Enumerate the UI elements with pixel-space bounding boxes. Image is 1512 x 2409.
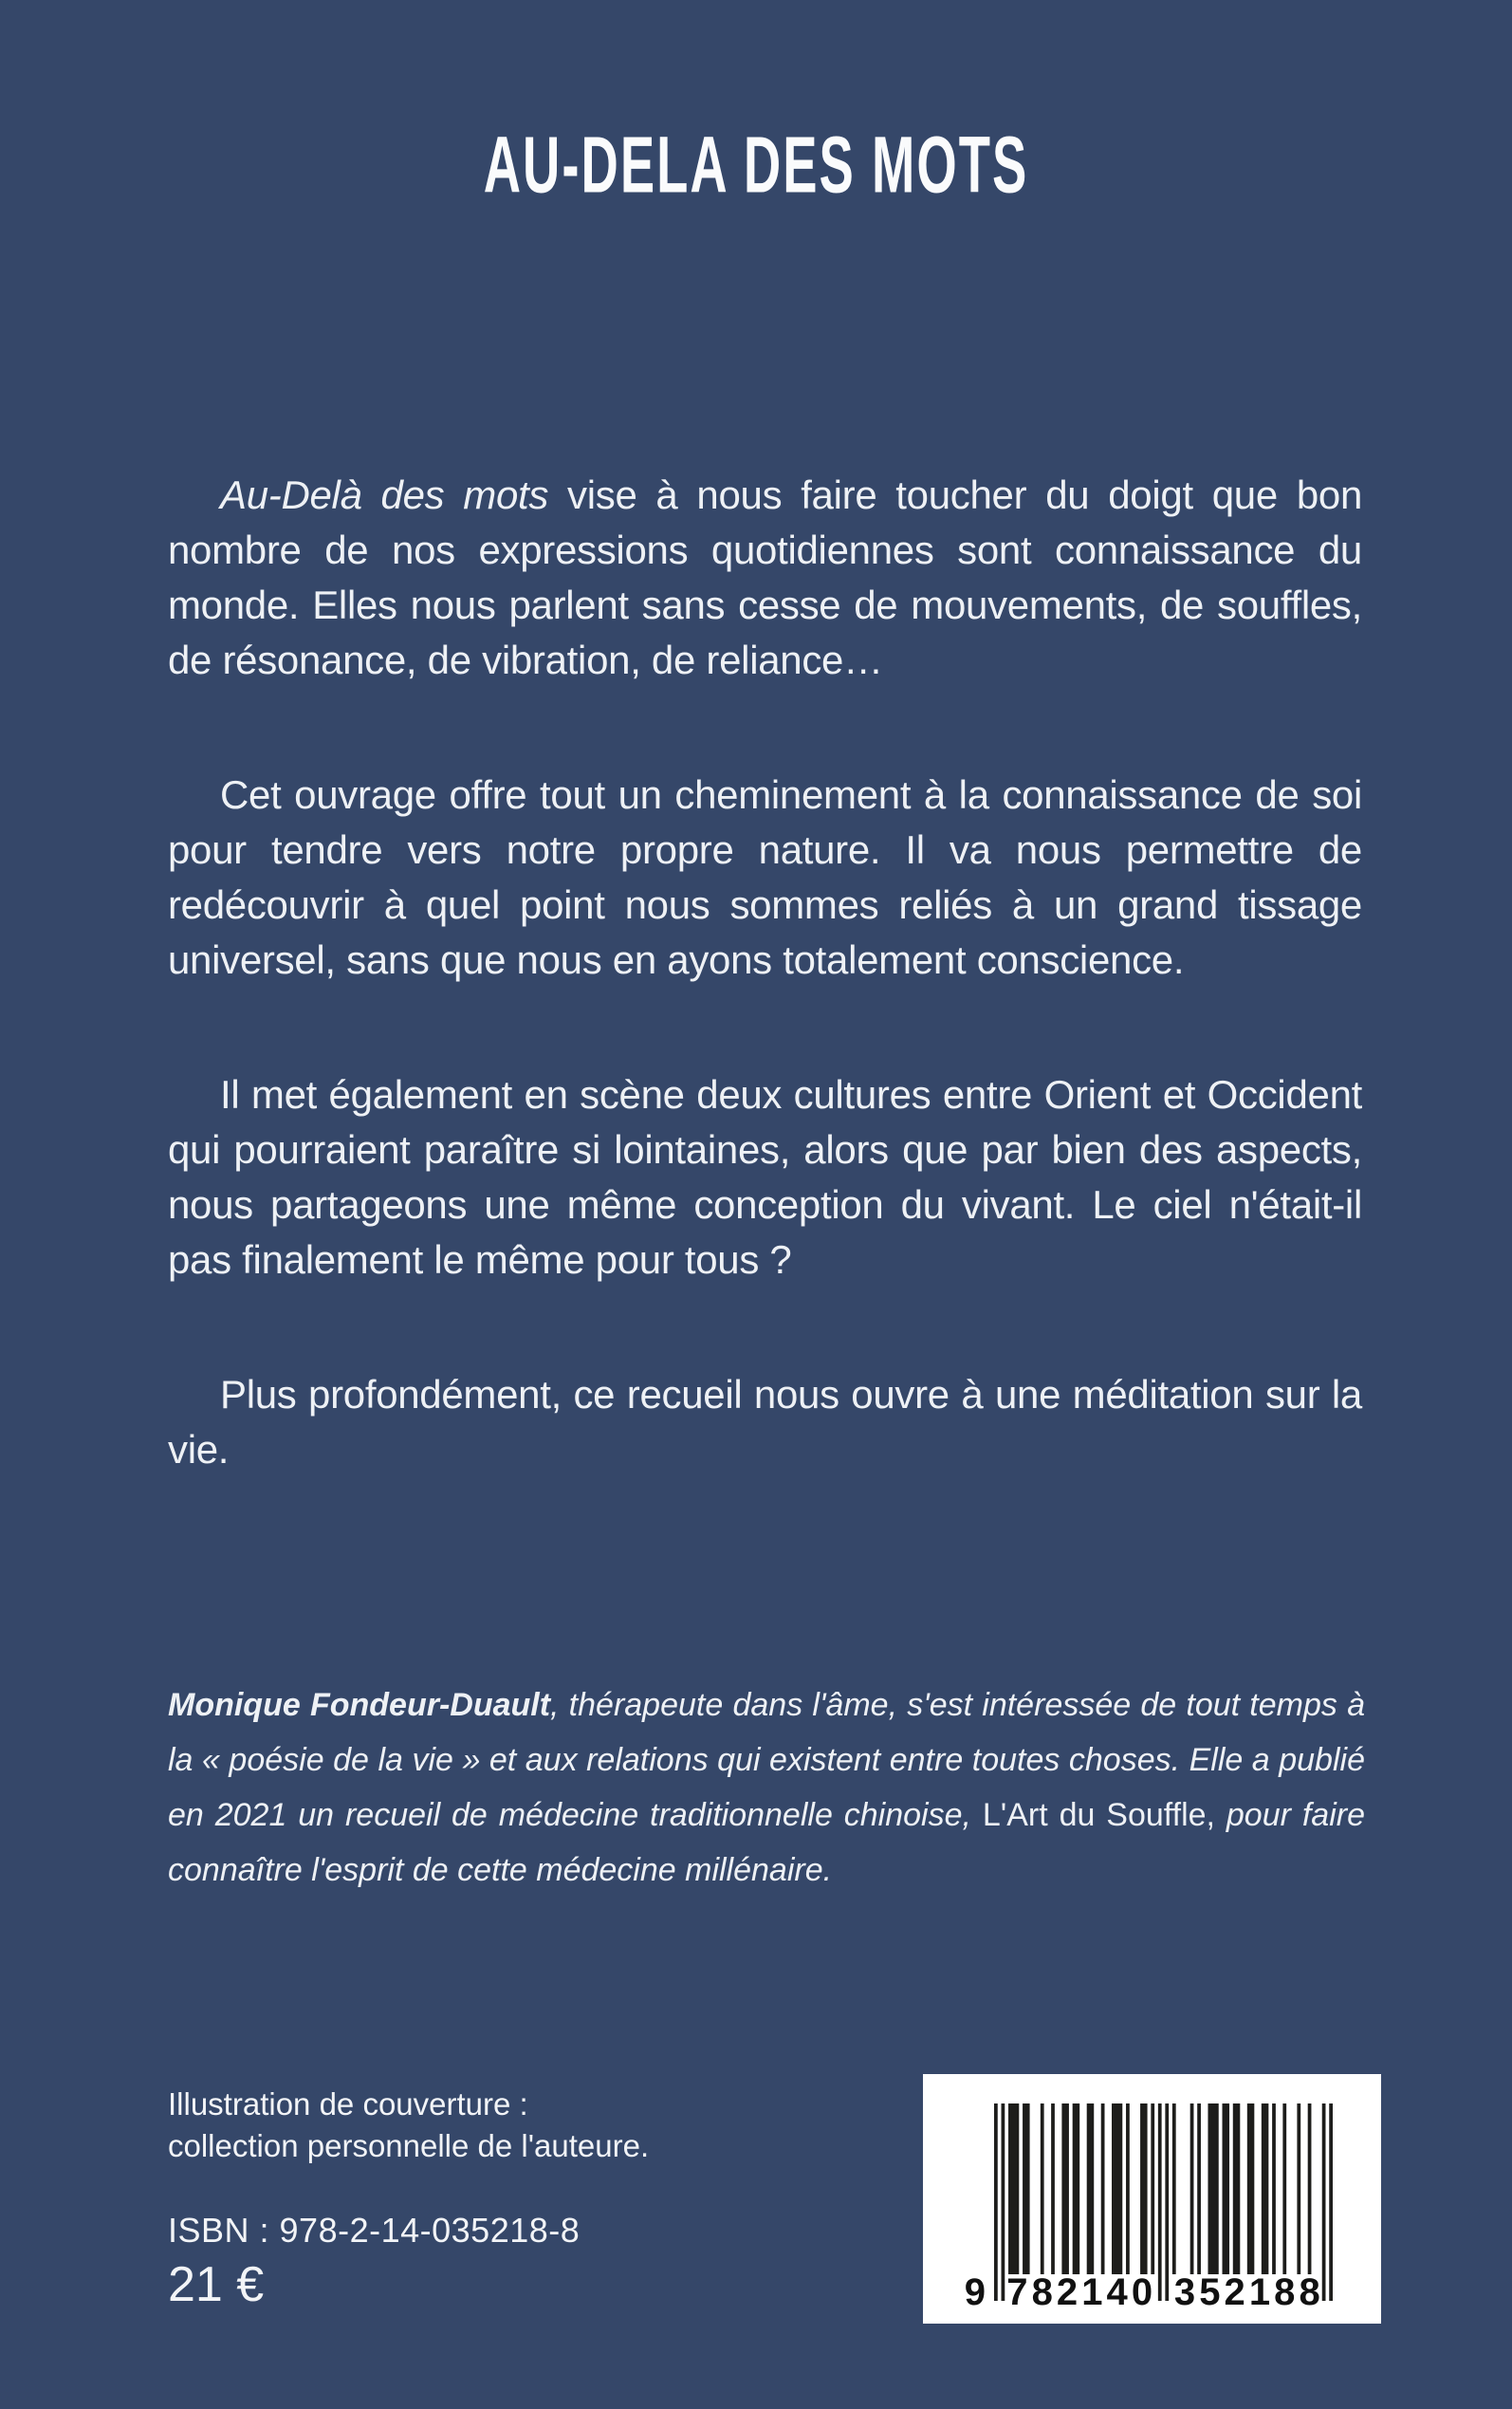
svg-text:8: 8 — [1299, 2271, 1320, 2313]
svg-text:1: 1 — [1248, 2271, 1271, 2313]
synopsis-paragraph-1 — [168, 468, 1362, 688]
previous-book-title: L'Art du Souffle, — [982, 1797, 1215, 1833]
svg-text:5: 5 — [1199, 2271, 1221, 2313]
book-title: AU-DELA DES MOTS — [483, 120, 1029, 210]
synopsis-paragraph-1-text: vise à nous faire toucher du doigt que bon nombre de nos expressions quotidiennes sont connaissance du monde. Elles nous parlent sans cesse de mouvements, de souffles, de résonance, de vibration, de reliance… — [168, 473, 1362, 682]
synopsis-paragraph-4: Plus profondément, ce recueil nous ouvre à une méditation sur la vie. — [168, 1372, 1362, 1472]
illustration-credit — [168, 2084, 649, 2167]
barcode-image — [923, 2074, 1381, 2324]
price-label: 21 € — [168, 2257, 265, 2312]
svg-text:0: 0 — [1131, 2271, 1153, 2313]
illustration-credit-line-2: collection personnelle de l'auteure. — [168, 2128, 650, 2163]
svg-text:3: 3 — [1173, 2271, 1196, 2313]
synopsis — [168, 468, 1362, 1477]
author-name: Monique Fondeur-Duault — [168, 1687, 551, 1723]
isbn-label: ISBN : 978-2-14-035218-8 — [168, 2211, 581, 2250]
svg-text:9: 9 — [964, 2271, 986, 2313]
author-bio-text-2: pour faire connaître l'esprit de cette médecine millénaire. — [168, 1797, 1365, 1888]
barcode — [923, 2074, 1381, 2324]
synopsis-paragraph-3: Il met également en scène deux cultures entre Orient et Occident qui pourraient paraître si lointaines, alors que par bien des aspects, nous partageons une même conception du vivant. Le ciel n'était-il pas finalement le même pour tous ? — [168, 1072, 1362, 1282]
author-bio — [168, 1677, 1365, 1898]
svg-text:4: 4 — [1106, 2271, 1128, 2313]
book-title-inline-italic: Au-Delà des mots — [220, 473, 549, 517]
author-bio-text-1: , thérapeute dans l'âme, s'est intéressée de tout temps à la « poésie de la vie » et aux relations qui existent entre toutes choses. Elle a publié en 2021 un recueil de médecine traditionnelle chinoise, — [168, 1687, 1365, 1833]
svg-text:1: 1 — [1081, 2271, 1103, 2313]
svg-text:8: 8 — [1031, 2271, 1053, 2313]
synopsis-paragraph-2: Cet ouvrage offre tout un cheminement à la connaissance de soi pour tendre vers notre propre nature. Il va nous permettre de redécouvrir à quel point nous sommes reliés à un grand tissage universel, sans que nous en ayons totalement conscience. — [168, 772, 1362, 982]
svg-text:2: 2 — [1224, 2271, 1245, 2313]
svg-text:2: 2 — [1056, 2271, 1079, 2313]
svg-text:8: 8 — [1274, 2271, 1296, 2313]
illustration-credit-line-1: Illustration de couverture : — [168, 2086, 528, 2122]
svg-text:7: 7 — [1006, 2271, 1028, 2313]
